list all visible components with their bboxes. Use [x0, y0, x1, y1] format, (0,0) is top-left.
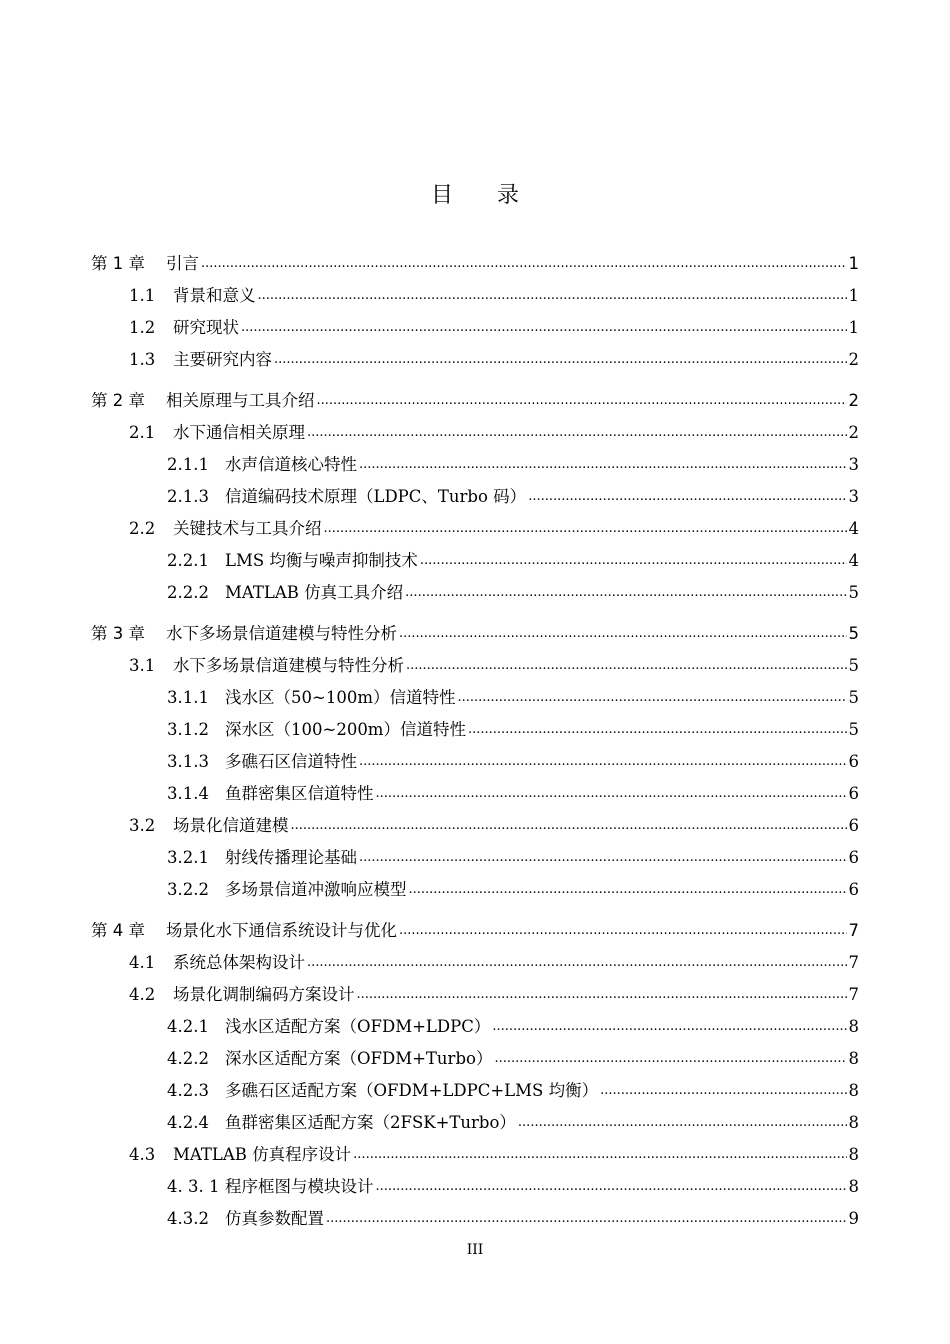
toc-section-entry[interactable] [167, 708, 859, 740]
toc-entry-page: 6 [848, 752, 859, 771]
toc-entry-page: 6 [848, 880, 859, 899]
toc-section-entry[interactable] [167, 1069, 859, 1101]
toc-section-entry[interactable] [167, 740, 859, 772]
toc-entry-number: 4.2.3 [167, 1081, 209, 1100]
toc-entry-number: 4. 3. 1 [167, 1177, 220, 1196]
toc-entry-page: 8 [848, 1049, 859, 1068]
toc-chapter-entry[interactable] [91, 612, 859, 644]
toc-entry-title: 水下通信相关原理 [173, 423, 305, 442]
toc-entry-number: 1.3 [129, 350, 156, 369]
toc-entry-number: 4.3 [129, 1145, 156, 1164]
toc-leader-dots [420, 549, 847, 571]
toc-section-entry[interactable] [167, 475, 859, 507]
toc-chapter-entry[interactable] [91, 379, 859, 411]
toc-leader-dots [376, 782, 847, 804]
page-number: III [466, 1242, 484, 1258]
toc-section-entry[interactable] [129, 941, 859, 973]
toc-entry-page: 5 [848, 688, 859, 707]
toc-entry-number: 第 3 章 [91, 624, 145, 643]
toc-leader-dots [258, 284, 847, 306]
toc-entry-page: 2 [848, 391, 859, 410]
toc-entry-number: 4.2.1 [167, 1017, 209, 1036]
toc-entry-number: 4.2 [129, 985, 156, 1004]
toc-section-entry[interactable] [167, 1197, 859, 1229]
toc-section-entry[interactable] [129, 274, 859, 306]
toc-entry-title: LMS 均衡与噪声抑制技术 [225, 551, 418, 570]
toc-leader-dots [528, 485, 846, 507]
toc-section-entry[interactable] [167, 1165, 859, 1197]
toc-leader-dots [468, 718, 847, 740]
toc-entry-page: 8 [848, 1113, 859, 1132]
toc-leader-dots [353, 1143, 846, 1165]
toc-entry-page: 7 [848, 953, 859, 972]
toc-entry-page: 3 [848, 487, 859, 506]
toc-entry-number: 2.1.1 [167, 455, 209, 474]
toc-leader-dots [492, 1015, 846, 1037]
toc-section-entry[interactable] [167, 868, 859, 900]
toc-entry-page: 6 [848, 816, 859, 835]
toc-leader-dots [317, 389, 847, 411]
toc-leader-dots [457, 686, 846, 708]
toc-entry-number: 4.2.2 [167, 1049, 209, 1068]
toc-entry-page: 7 [848, 985, 859, 1004]
toc-leader-dots [405, 581, 846, 603]
toc-entry-page: 8 [848, 1017, 859, 1036]
toc-entry-number: 1.1 [129, 286, 156, 305]
toc-entry-title: MATLAB 仿真程序设计 [173, 1145, 352, 1164]
toc-entry-title: 场景化调制编码方案设计 [173, 985, 355, 1004]
toc-entry-page: 5 [848, 624, 859, 643]
toc-leader-dots [324, 517, 847, 539]
toc-leader-dots [409, 878, 847, 900]
toc-leader-dots [274, 348, 847, 370]
toc-entry-title: 仿真参数配置 [225, 1209, 324, 1228]
page-title: 目录 [430, 183, 563, 208]
toc-entry-title: 引言 [166, 254, 199, 273]
toc-entry-page: 2 [848, 423, 859, 442]
toc-entry-number: 3.2 [129, 816, 156, 835]
toc-entry-number: 2.2.2 [167, 583, 209, 602]
toc-entry-page: 1 [848, 318, 859, 337]
toc-leader-dots [406, 654, 847, 676]
toc-leader-dots [399, 622, 847, 644]
toc-entry-title: 多礁石区信道特性 [225, 752, 357, 771]
toc-entry-title: 信道编码技术原理（LDPC、Turbo 码） [225, 487, 527, 506]
toc-entry-page: 8 [848, 1081, 859, 1100]
toc-entry-title: 场景化水下通信系统设计与优化 [166, 921, 397, 940]
toc-entry-title: 程序框图与模块设计 [225, 1177, 374, 1196]
toc-entry-title: 水下多场景信道建模与特性分析 [173, 656, 404, 675]
toc-entry-title: 主要研究内容 [173, 350, 272, 369]
toc-entry-title: 深水区适配方案（OFDM+Turbo） [225, 1049, 493, 1068]
toc-entry-page: 5 [848, 656, 859, 675]
toc-section-entry[interactable] [167, 539, 859, 571]
toc-entry-title: 水下多场景信道建模与特性分析 [166, 624, 397, 643]
toc-entry-number: 1.2 [129, 318, 156, 337]
toc-entry-number: 2.2.1 [167, 551, 209, 570]
toc-leader-dots [201, 252, 847, 274]
toc-entry-number: 4.1 [129, 953, 156, 972]
toc-entry-title: 背景和意义 [173, 286, 256, 305]
toc-entry-page: 4 [848, 519, 859, 538]
toc-entry-title: 关键技术与工具介绍 [173, 519, 322, 538]
toc-entry-page: 8 [848, 1145, 859, 1164]
toc-entry-title: 深水区（100~200m）信道特性 [225, 720, 466, 739]
toc-section-entry[interactable] [129, 306, 859, 338]
toc-chapter-entry[interactable] [91, 242, 859, 274]
toc-entry-number: 3.1 [129, 656, 156, 675]
toc-entry-number: 第 2 章 [91, 391, 145, 410]
toc-section-entry[interactable] [129, 804, 859, 836]
toc-section-entry[interactable] [129, 1133, 859, 1165]
toc-entry-title: 系统总体架构设计 [173, 953, 305, 972]
toc-section-entry[interactable] [167, 1037, 859, 1069]
toc-entry-title: 多礁石区适配方案（OFDM+LDPC+LMS 均衡） [225, 1081, 599, 1100]
toc-entry-page: 1 [848, 286, 859, 305]
toc-entry-title: 多场景信道冲激响应模型 [225, 880, 407, 899]
toc-entry-page: 4 [848, 551, 859, 570]
toc-section-entry[interactable] [129, 973, 859, 1005]
toc-entry-title: 水声信道核心特性 [225, 455, 357, 474]
toc-leader-dots [326, 1207, 847, 1229]
toc-entry-page: 7 [848, 921, 859, 940]
toc-entry-page: 1 [848, 254, 859, 273]
toc-entry-title: 浅水区（50~100m）信道特性 [225, 688, 456, 707]
toc-entry-title: MATLAB 仿真工具介绍 [225, 583, 404, 602]
toc-entry-title: 研究现状 [173, 318, 239, 337]
toc-entry-number: 2.1 [129, 423, 156, 442]
toc-section-entry[interactable] [129, 338, 859, 370]
toc-entry-page: 6 [848, 848, 859, 867]
toc-leader-dots [376, 1175, 847, 1197]
toc-leader-dots [291, 814, 847, 836]
toc-entry-number: 3.1.3 [167, 752, 209, 771]
toc-entry-page: 3 [848, 455, 859, 474]
toc-entry-number: 第 1 章 [91, 254, 145, 273]
toc-entry-title: 射线传播理论基础 [225, 848, 357, 867]
toc-entry-page: 2 [848, 350, 859, 369]
toc-section-entry[interactable] [129, 644, 859, 676]
toc-entry-number: 4.3.2 [167, 1209, 209, 1228]
toc-entry-page: 9 [848, 1209, 859, 1228]
toc-entry-number: 2.2 [129, 519, 156, 538]
toc-entry-number: 2.1.3 [167, 487, 209, 506]
toc-entry-number: 3.1.2 [167, 720, 209, 739]
toc-section-entry[interactable] [167, 836, 859, 868]
toc-entry-number: 3.1.1 [167, 688, 209, 707]
toc-leader-dots [359, 453, 847, 475]
toc-leader-dots [241, 316, 847, 338]
toc-entry-number: 3.2.2 [167, 880, 209, 899]
toc-leader-dots [600, 1079, 846, 1101]
toc-entry-title: 场景化信道建模 [173, 816, 289, 835]
toc-leader-dots [518, 1111, 847, 1133]
toc-entry-number: 3.2.1 [167, 848, 209, 867]
toc-entry-title: 浅水区适配方案（OFDM+LDPC） [225, 1017, 491, 1036]
toc-leader-dots [357, 983, 847, 1005]
toc-entry-page: 5 [848, 583, 859, 602]
toc-section-entry[interactable] [167, 443, 859, 475]
toc-entry-title: 相关原理与工具介绍 [166, 391, 315, 410]
toc-section-entry[interactable] [129, 411, 859, 443]
toc-section-entry[interactable] [167, 772, 859, 804]
toc-leader-dots [494, 1047, 846, 1069]
toc-leader-dots [359, 750, 847, 772]
toc-entry-page: 6 [848, 784, 859, 803]
toc-section-entry[interactable] [167, 676, 859, 708]
toc-entry-number: 3.1.4 [167, 784, 209, 803]
toc-leader-dots [399, 919, 847, 941]
toc-entry-number: 4.2.4 [167, 1113, 209, 1132]
toc-section-entry[interactable] [129, 507, 859, 539]
toc-entry-page: 8 [848, 1177, 859, 1196]
toc-chapter-entry[interactable] [91, 909, 859, 941]
toc-section-entry[interactable] [167, 571, 859, 603]
toc-leader-dots [359, 846, 847, 868]
toc-leader-dots [307, 951, 847, 973]
toc-entry-number: 第 4 章 [91, 921, 145, 940]
toc-entry-title: 鱼群密集区信道特性 [225, 784, 374, 803]
toc-entry-page: 5 [848, 720, 859, 739]
toc-leader-dots [307, 421, 847, 443]
toc-section-entry[interactable] [167, 1101, 859, 1133]
toc-section-entry[interactable] [167, 1005, 859, 1037]
toc-entry-title: 鱼群密集区适配方案（2FSK+Turbo） [225, 1113, 516, 1132]
